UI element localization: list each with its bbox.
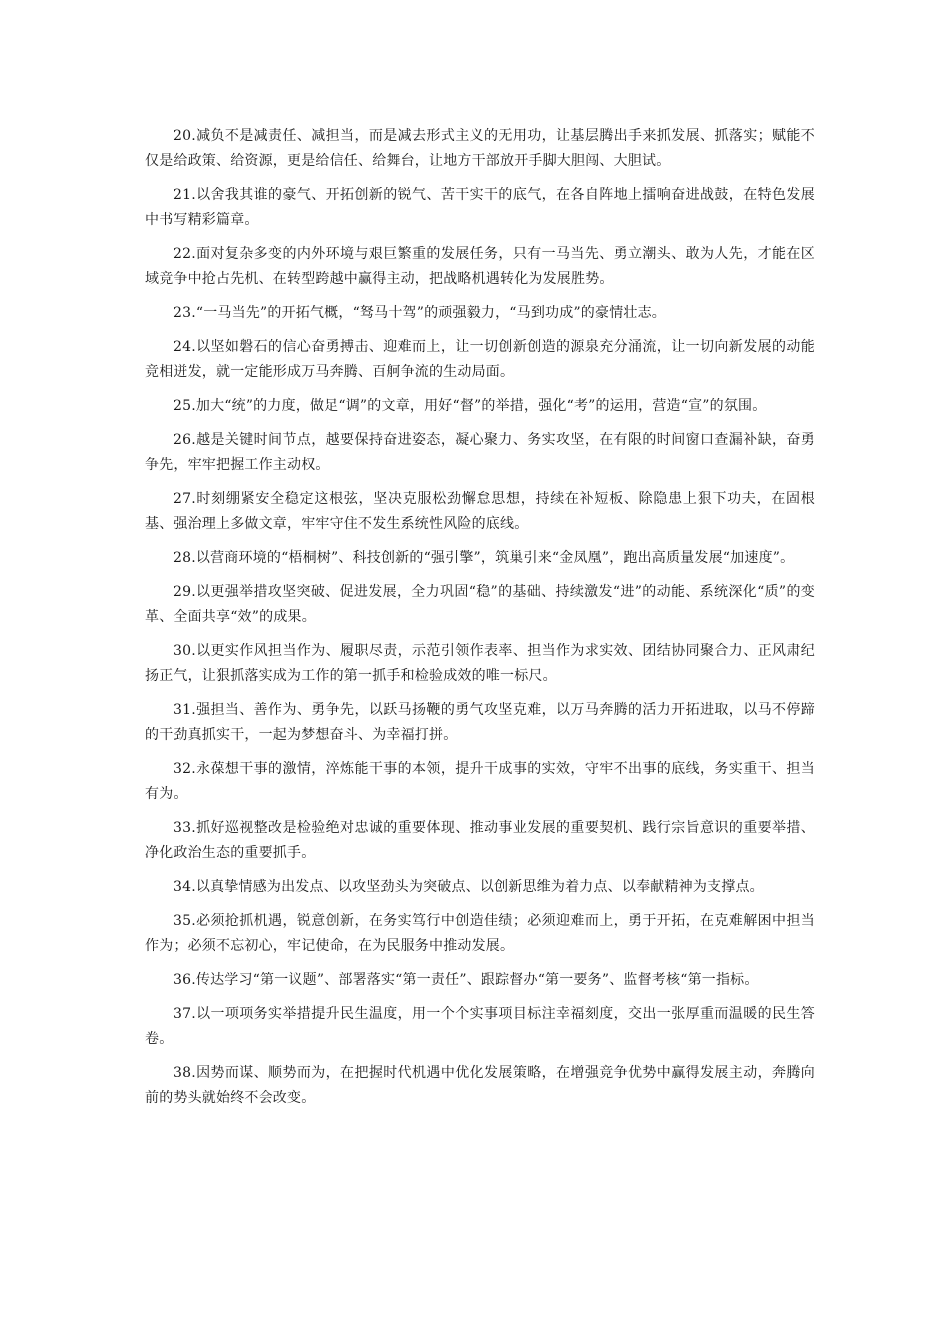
paragraph-37: 37.以一项项务实举措提升民生温度，用一个个实事项目标注幸福刻度，交出一张厚重而温暖的民生答卷。 (145, 1006, 815, 1047)
paragraph-35: 35.必须抢抓机遇，锐意创新，在务实笃行中创造佳绩；必须迎难而上，勇于开拓，在克难解困中担当作为；必须不忘初心，牢记使命，在为民服务中推动发展。 (145, 913, 815, 954)
paragraph-36: 36.传达学习“第一议题”、部署落实“第一责任”、跟踪督办“第一要务”、监督考核“第一指标。 (173, 972, 759, 988)
paragraph-30: 30.以更实作风担当作为、履职尽责，示范引领作表率、担当作为求实效、团结协同聚合力、正风肃纪扬正气，让狠抓落实成为工作的第一抓手和检验成效的唯一标尺。 (145, 643, 815, 684)
paragraph-25: 25.加大“统”的力度，做足“调”的文章，用好“督”的举措，强化“考”的运用，营造“宣”的氛围。 (173, 398, 767, 414)
paragraph-28: 28.以营商环境的“梧桐树”、科技创新的“强引擎”，筑巢引来“金凤凰”，跑出高质量发展“加速度”。 (173, 550, 795, 566)
paragraph-31: 31.强担当、善作为、勇争先，以跃马扬鞭的勇气攻坚克难，以万马奔腾的活力开拓进取，以马不停蹄的干劲真抓实干，一起为梦想奋斗、为幸福打拼。 (145, 702, 815, 743)
paragraph-34: 34.以真挚情感为出发点、以攻坚劲头为突破点、以创新思维为着力点、以奉献精神为支撑点。 (173, 879, 764, 895)
paragraph-20: 20.减负不是减责任、减担当，而是减去形式主义的无用功，让基层腾出手来抓发展、抓落实；赋能不仅是给政策、给资源，更是给信任、给舞台，让地方干部放开手脚大胆闯、大胆试。 (145, 128, 815, 169)
paragraph-24: 24.以坚如磐石的信心奋勇搏击、迎难而上，让一切创新创造的源泉充分涌流，让一切向新发展的动能竞相迸发，就一定能形成万马奔腾、百舸争流的生动局面。 (145, 339, 815, 380)
paragraph-32: 32.永葆想干事的激情，淬炼能干事的本领，提升干成事的实效，守牢不出事的底线，务实重干、担当有为。 (145, 761, 815, 802)
paragraph-29: 29.以更强举措攻坚突破、促进发展，全力巩固“稳”的基础、持续激发“进”的动能、系统深化“质”的变革、全面共享“效”的成果。 (145, 584, 815, 625)
paragraph-33: 33.抓好巡视整改是检验绝对忠诚的重要体现、推动事业发展的重要契机、践行宗旨意识的重要举措、净化政治生态的重要抓手。 (145, 820, 815, 861)
paragraph-38: 38.因势而谋、顺势而为，在把握时代机遇中优化发展策略，在增强竞争优势中赢得发展主动，奔腾向前的势头就始终不会改变。 (145, 1065, 815, 1106)
paragraph-22: 22.面对复杂多变的内外环境与艰巨繁重的发展任务，只有一马当先、勇立潮头、敢为人先，才能在区域竞争中抢占先机、在转型跨越中赢得主动，把战略机遇转化为发展胜势。 (145, 246, 815, 287)
paragraph-26: 26.越是关键时间节点，越要保持奋进姿态，凝心聚力、务实攻坚，在有限的时间窗口查漏补缺，奋勇争先，牢牢把握工作主动权。 (145, 432, 815, 473)
paragraph-23: 23.“一马当先”的开拓气概，“驽马十驾”的顽强毅力，“马到功成”的豪情壮志。 (173, 305, 667, 321)
document-body (145, 124, 815, 1120)
paragraph-27: 27.时刻绷紧安全稳定这根弦，坚决克服松劲懈怠思想，持续在补短板、除隐患上狠下功夫，在固根基、强治理上多做文章，牢牢守住不发生系统性风险的底线。 (145, 491, 815, 532)
paragraph-21: 21.以舍我其谁的豪气、开拓创新的锐气、苦干实干的底气，在各自阵地上擂响奋进战鼓，在特色发展中书写精彩篇章。 (145, 187, 815, 228)
